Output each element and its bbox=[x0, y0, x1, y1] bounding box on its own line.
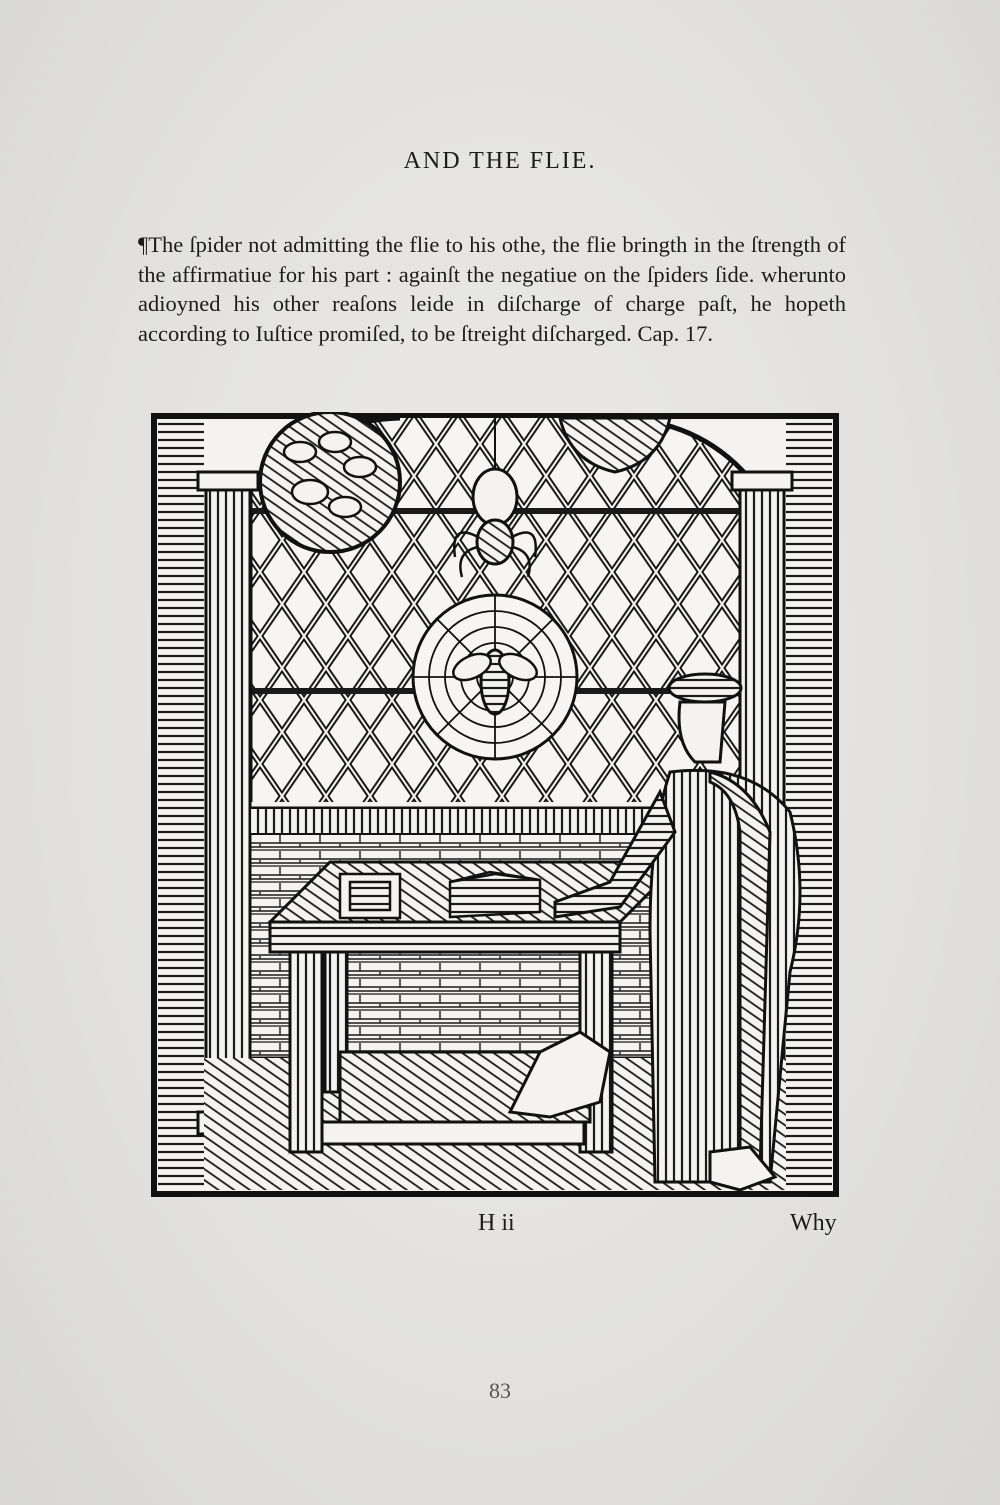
catchword: Why bbox=[790, 1210, 837, 1236]
page-number: 83 bbox=[489, 1378, 511, 1403]
signature-mark: H ii bbox=[478, 1210, 515, 1236]
chapter-number: Cap. 17. bbox=[637, 320, 714, 346]
chapter-summary bbox=[138, 230, 846, 348]
woodcut-illustration bbox=[150, 412, 840, 1198]
running-head: AND THE FLIE. bbox=[403, 148, 597, 174]
chapter-summary-text: ¶The ſpider not admitting the flie to his othe, the flie bringth in the ſtrength of the affirmatiue for his part : againſt the negatiue on the ſpiders ſide. wherunto adioyned his other reaſons leide in diſcharge of charge paſt, he hopeth according to Iuſtice promiſed, to be ſtreight diſcharged. bbox=[138, 232, 846, 346]
